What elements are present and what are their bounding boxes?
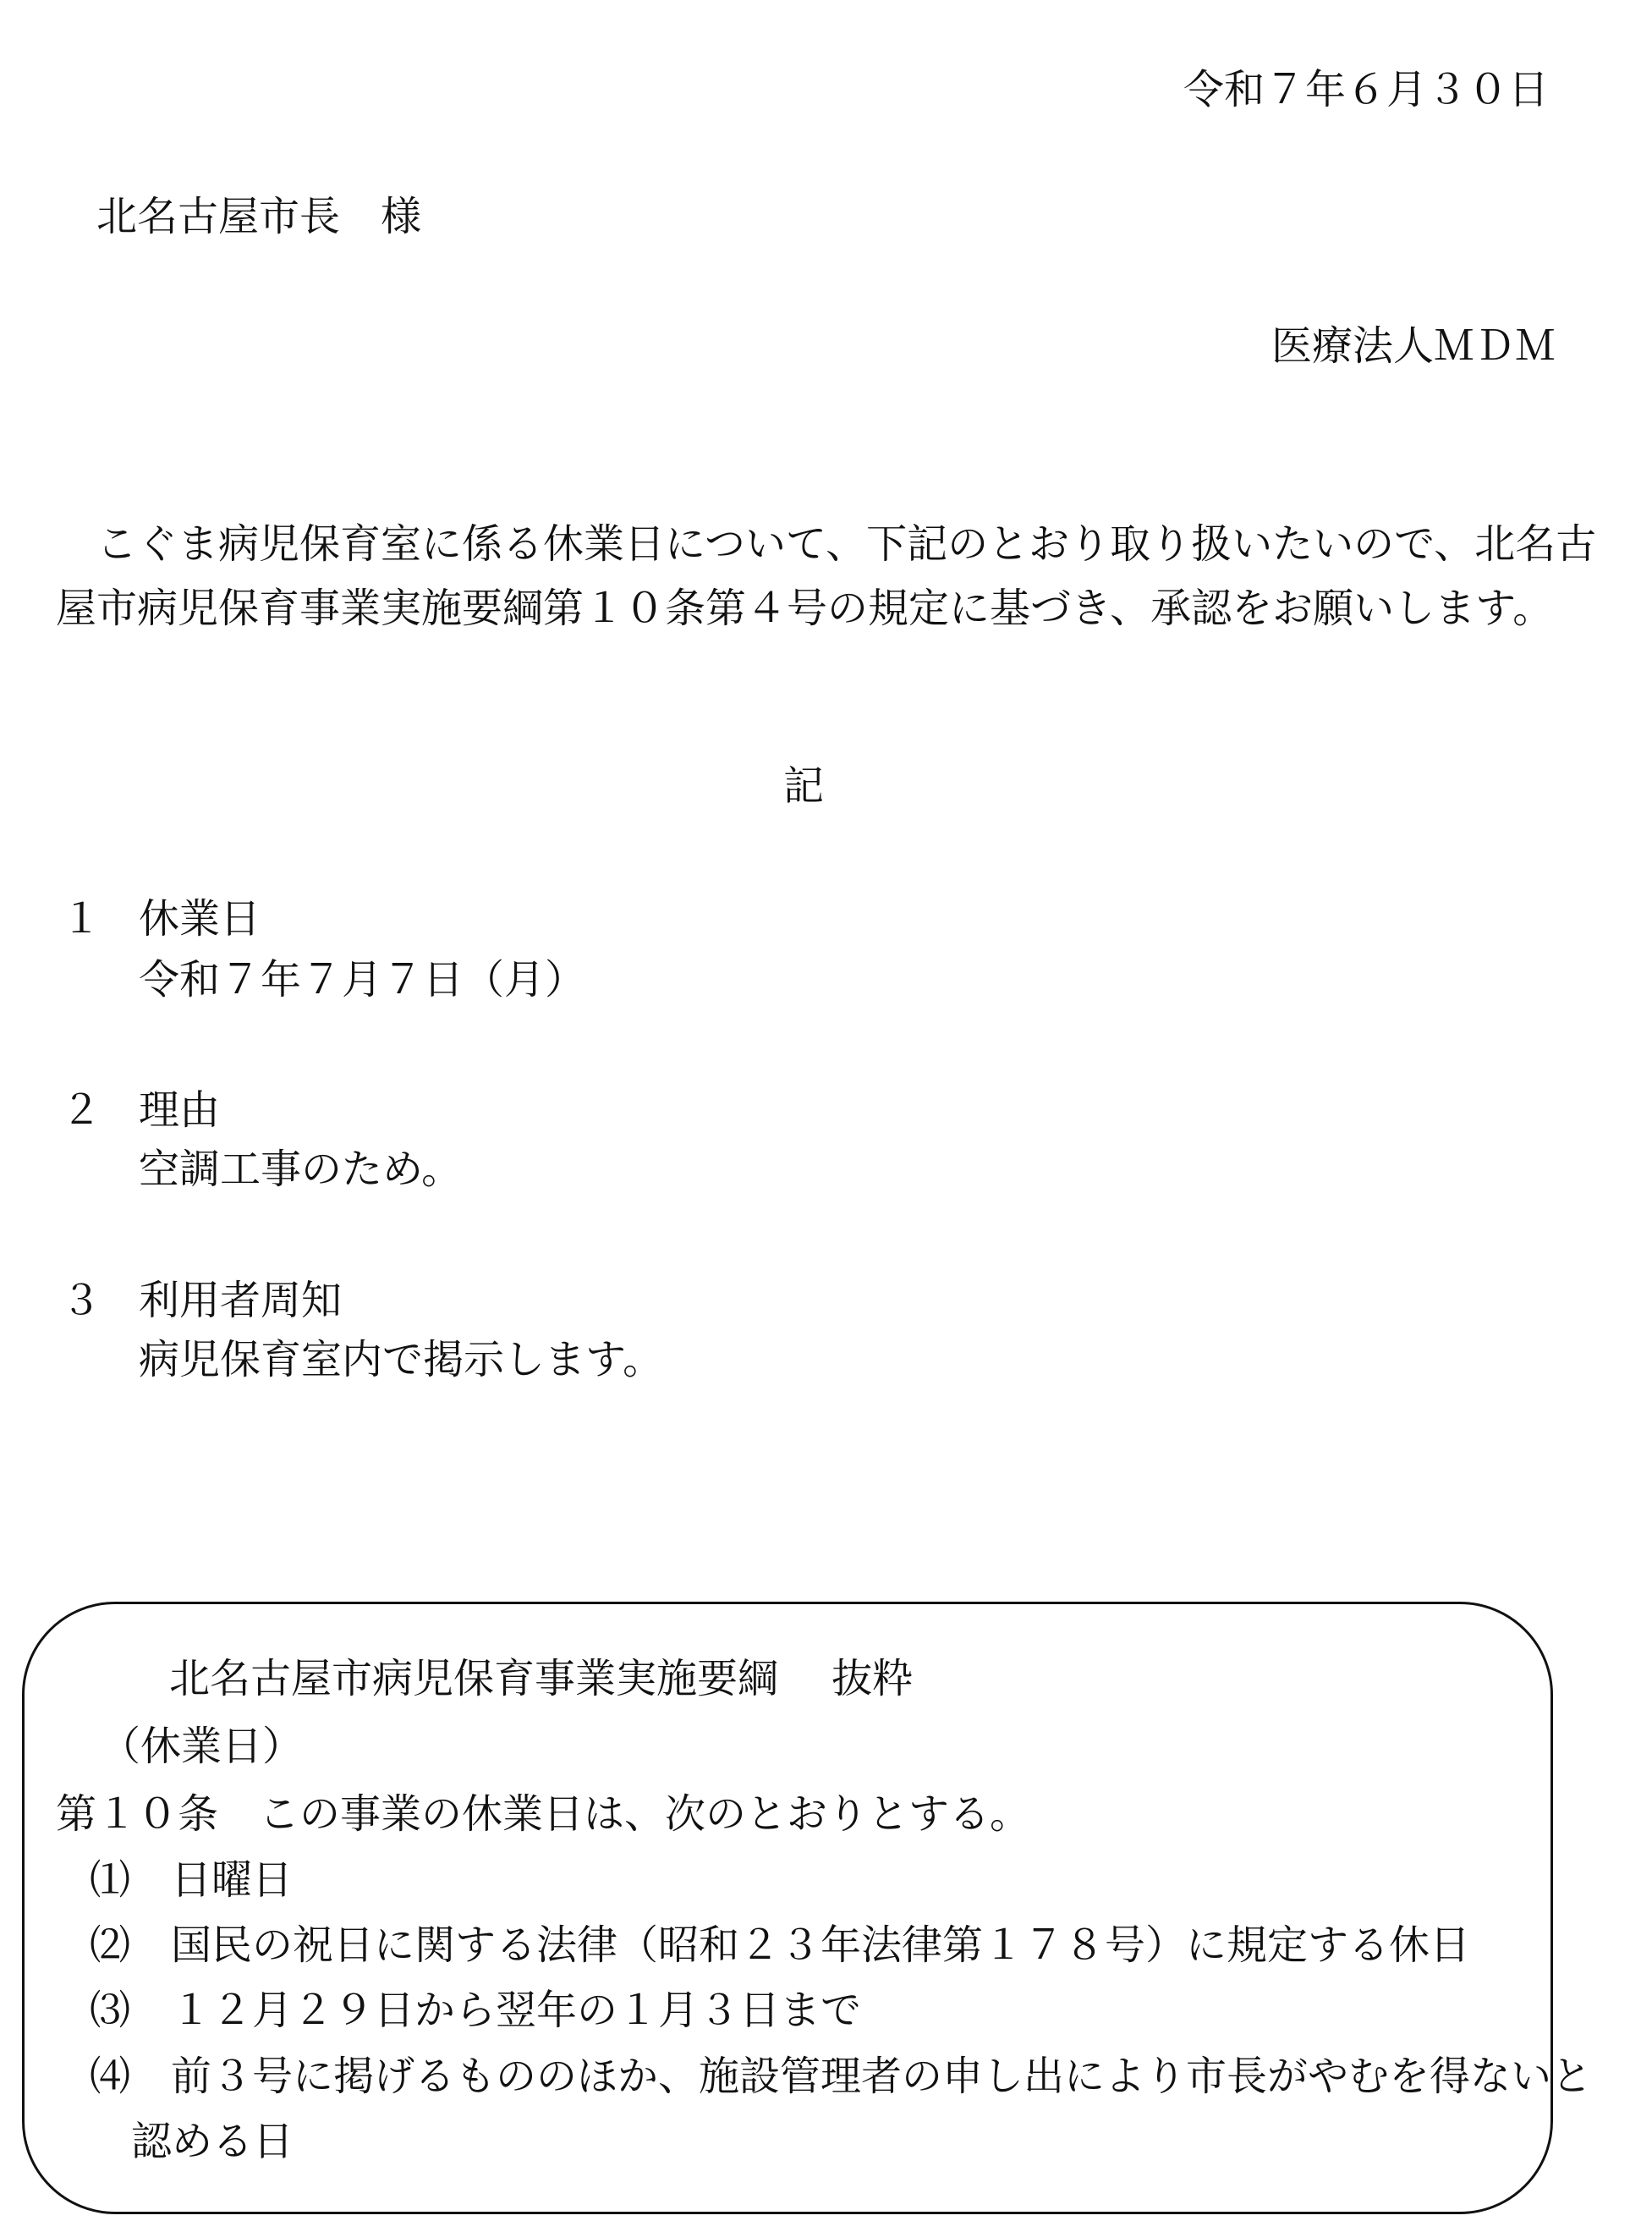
item-3-detail: 病児保育室内で掲示します。 bbox=[139, 1336, 664, 1383]
excerpt-list-continuation: 認める日 bbox=[131, 2118, 294, 2165]
excerpt-list-item bbox=[90, 2053, 1593, 2100]
excerpt-list-text: 日曜日 bbox=[171, 1856, 294, 1904]
excerpt-list-item bbox=[90, 1921, 1471, 1969]
body-paragraph: こぐま病児保育室に係る休業日について、下記のとおり取り扱いたいので、北名古屋市病児保育事業実施要綱第１０条第４号の規定に基づき、承認をお願いします。 bbox=[56, 520, 1597, 632]
ki-heading: 記 bbox=[783, 762, 825, 810]
sender: 医療法人ＭＤＭ bbox=[1271, 322, 1556, 370]
excerpt-list-item bbox=[90, 1987, 862, 2034]
excerpt-list-number: ⑶ bbox=[90, 1987, 131, 2034]
excerpt-list-item bbox=[90, 1856, 294, 1904]
excerpt-list-text: 前３号に掲げるもののほか、施設管理者の申し出により市長がやむを得ないと bbox=[171, 2053, 1593, 2100]
excerpt-article: 第１０条 この事業の休業日は、次のとおりとする。 bbox=[56, 1790, 1031, 1838]
item-3-number: ３ bbox=[61, 1277, 102, 1324]
excerpt-list-number: ⑷ bbox=[90, 2053, 131, 2100]
addressee: 北名古屋市長 様 bbox=[96, 193, 422, 240]
document-date: 令和７年６月３０日 bbox=[1183, 66, 1549, 113]
item-1-number: １ bbox=[61, 895, 102, 943]
item-2-number: ２ bbox=[61, 1086, 102, 1134]
excerpt-list-number: ⑴ bbox=[90, 1856, 131, 1904]
excerpt-heading: （休業日） bbox=[100, 1723, 304, 1770]
item-1-detail: 令和７年７月７日（月） bbox=[139, 956, 586, 1003]
excerpt-list-text: 国民の祝日に関する法律（昭和２３年法律第１７８号）に規定する休日 bbox=[171, 1921, 1471, 1969]
excerpt-title: 北名古屋市病児保育事業実施要綱 抜粋 bbox=[169, 1655, 914, 1702]
excerpt-list-text: １２月２９日から翌年の１月３日まで bbox=[171, 1987, 862, 2034]
item-2-title: 理由 bbox=[139, 1086, 221, 1134]
excerpt-list-number: ⑵ bbox=[90, 1921, 131, 1969]
item-3-title: 利用者周知 bbox=[139, 1277, 343, 1324]
item-2-detail: 空調工事のため。 bbox=[139, 1146, 463, 1193]
item-1-title: 休業日 bbox=[139, 895, 261, 943]
